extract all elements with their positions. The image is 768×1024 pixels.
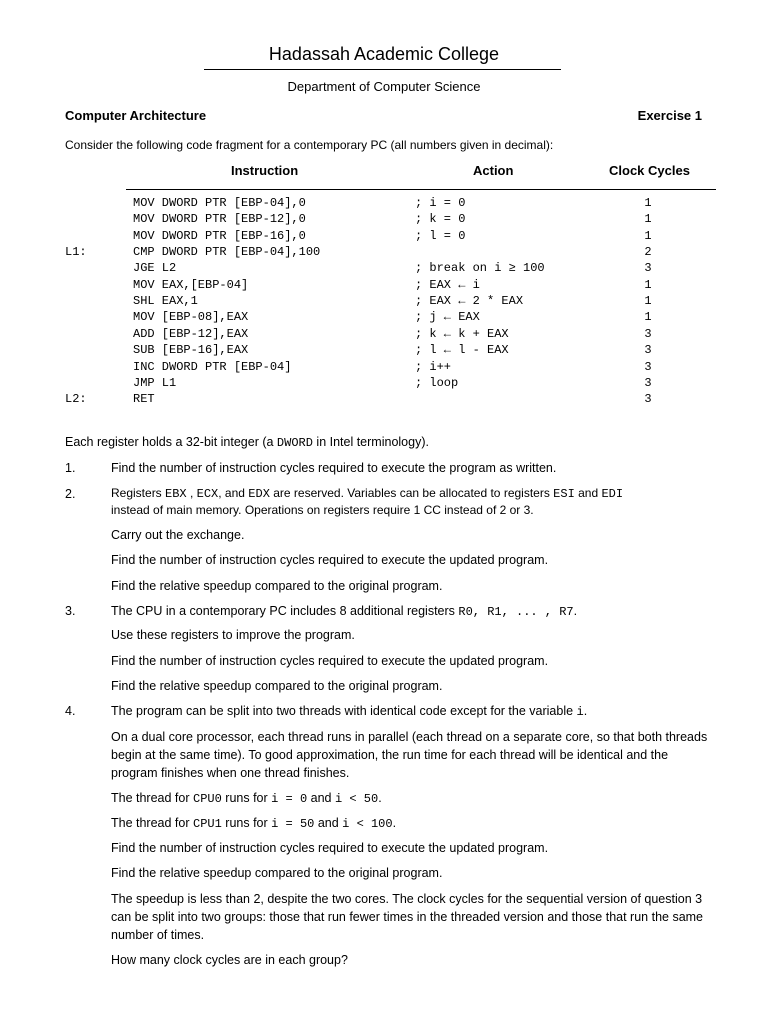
code-row <box>0 260 768 276</box>
code-instruction: RET <box>133 392 155 407</box>
code-instruction: SHL EAX,1 <box>133 294 198 309</box>
code-instruction: MOV EAX,[EBP-04] <box>133 277 249 292</box>
question-4-text: The program can be split into two threads with identical code except for the variable i. <box>111 704 588 719</box>
code-row <box>0 342 768 358</box>
column-header-clock-cycles: Clock Cycles <box>609 163 690 178</box>
code-instruction: INC DWORD PTR [EBP-04] <box>133 359 292 374</box>
code-action: ; i = 0 <box>415 196 466 210</box>
code-label: L2: <box>65 392 87 407</box>
code-label: L1: <box>65 245 87 260</box>
question-2-find-speedup: Find the relative speedup compared to the original program. <box>111 579 443 593</box>
code-action: ; EAX ← 2 * EAX <box>415 294 524 309</box>
code-row <box>0 244 768 260</box>
code-clock-cycles: 3 <box>644 392 652 407</box>
question-2-text: Registers EBX , ECX, and EDX are reserved. Variables can be allocated to registers ESI and EDI instead of main memory. Operations on registers require 1 CC instead of 2 or 3. <box>111 486 624 517</box>
code-clock-cycles: 1 <box>644 310 652 325</box>
question-number-3: 3. <box>65 604 76 618</box>
code-row <box>0 309 768 325</box>
question-4-cpu0: The thread for CPU0 runs for i = 0 and i < 50. <box>111 791 382 806</box>
code-row <box>0 277 768 293</box>
question-4-cpu1: The thread for CPU1 runs for i = 50 and i < 100. <box>111 816 397 831</box>
code-action: ; k = 0 <box>415 212 466 227</box>
table-rule <box>126 189 716 190</box>
code-row <box>0 211 768 227</box>
course-name: Computer Architecture <box>65 108 207 123</box>
code-clock-cycles: 2 <box>644 245 652 260</box>
question-4-find-speedup: Find the relative speedup compared to the original program. <box>111 866 443 880</box>
code-instruction: JGE L2 <box>133 261 177 276</box>
code-clock-cycles: 1 <box>644 212 652 227</box>
code-action: ; EAX ← i <box>415 277 480 292</box>
question-1-text: Find the number of instruction cycles required to execute the program as written. <box>111 461 557 475</box>
title-rule <box>204 69 561 70</box>
code-clock-cycles: 3 <box>644 261 652 276</box>
code-instruction: MOV DWORD PTR [EBP-12],0 <box>133 212 306 227</box>
code-clock-cycles: 1 <box>644 277 652 292</box>
column-header-action: Action <box>473 163 514 178</box>
question-4-final: How many clock cycles are in each group? <box>111 953 348 967</box>
code-action: ; break on i ≥ 100 <box>415 261 545 276</box>
column-header-instruction: Instruction <box>231 163 299 178</box>
question-4-find-cycles: Find the number of instruction cycles required to execute the updated program. <box>111 841 549 855</box>
question-number-1: 1. <box>65 461 76 475</box>
code-action: ; l ← l - EAX <box>415 343 509 358</box>
code-row <box>0 195 768 211</box>
question-3-find-speedup: Find the relative speedup compared to the original program. <box>111 679 443 693</box>
code-instruction: JMP L1 <box>133 375 177 390</box>
question-3-use: Use these registers to improve the program. <box>111 628 355 642</box>
question-3-text: The CPU in a contemporary PC includes 8 additional registers R0, R1, ... , R7. <box>111 604 578 619</box>
question-3-find-cycles: Find the number of instruction cycles required to execute the updated program. <box>111 654 549 668</box>
question-4-paragraph: On a dual core processor, each thread runs in parallel (each thread on a separate core, so that both threads begin at the same time). To good approximation, the run time for each thread will be identical and the program finishes when one thread finishes. <box>111 730 708 780</box>
department-name: Department of Computer Science <box>287 79 481 94</box>
exercise-number: Exercise 1 <box>637 108 702 123</box>
question-2-carry: Carry out the exchange. <box>111 528 245 542</box>
code-instruction: MOV DWORD PTR [EBP-04],0 <box>133 196 306 210</box>
code-action: ; i++ <box>415 359 452 374</box>
code-instruction: CMP DWORD PTR [EBP-04],100 <box>133 245 321 260</box>
code-action: ; j ← EAX <box>415 310 480 325</box>
code-clock-cycles: 1 <box>644 196 652 210</box>
code-row <box>0 375 768 391</box>
code-instruction: MOV [EBP-08],EAX <box>133 310 249 325</box>
code-row <box>0 359 768 375</box>
code-clock-cycles: 3 <box>644 343 652 358</box>
code-clock-cycles: 1 <box>644 294 652 309</box>
question-number-2: 2. <box>65 487 76 501</box>
code-row <box>0 326 768 342</box>
code-action: ; k ← k + EAX <box>415 326 509 341</box>
code-instruction: MOV DWORD PTR [EBP-16],0 <box>133 228 306 243</box>
code-clock-cycles: 3 <box>644 375 652 390</box>
code-row <box>0 228 768 244</box>
register-note: Each register holds a 32-bit integer (a DWORD in Intel terminology). <box>65 435 429 450</box>
question-number-4: 4. <box>65 704 76 718</box>
college-title: Hadassah Academic College <box>268 44 500 64</box>
code-row <box>0 391 768 407</box>
question-4-speedup-note: The speedup is less than 2, despite the two cores. The clock cycles for the sequential version of question 3 can be split into two groups: those that run fewer times in the threaded version and those that run the same number of times. <box>111 892 704 942</box>
code-row <box>0 293 768 309</box>
question-2-find-cycles: Find the number of instruction cycles required to execute the updated program. <box>111 553 549 567</box>
code-instruction: SUB [EBP-16],EAX <box>133 343 249 358</box>
code-action: ; l = 0 <box>415 228 466 243</box>
code-clock-cycles: 3 <box>644 359 652 374</box>
intro-text: Consider the following code fragment for a contemporary PC (all numbers given in decimal): <box>65 138 554 152</box>
code-clock-cycles: 3 <box>644 326 652 341</box>
code-instruction: ADD [EBP-12],EAX <box>133 326 249 341</box>
code-action: ; loop <box>415 375 459 390</box>
code-clock-cycles: 1 <box>644 228 652 243</box>
